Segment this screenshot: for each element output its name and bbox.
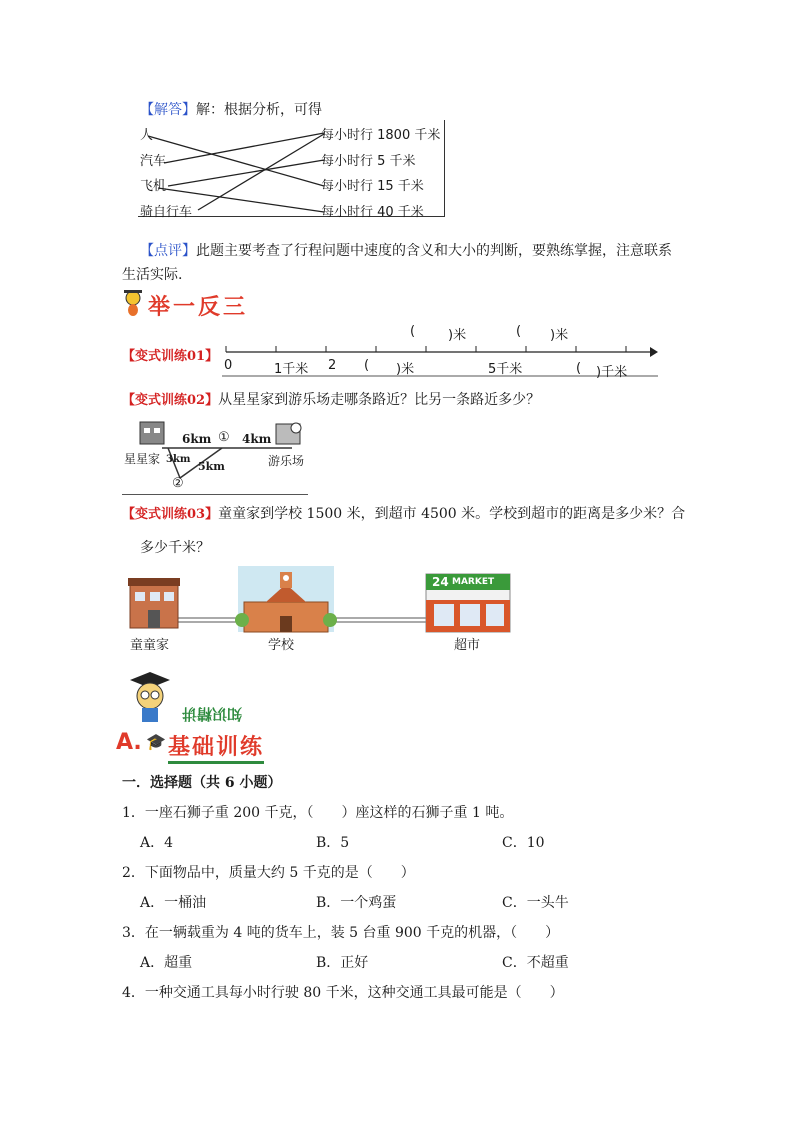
- ex3-line-1: [122, 503, 685, 523]
- nl-top-open-2: (: [516, 324, 522, 339]
- q2-option-c: C．一头牛: [502, 895, 569, 911]
- ex2-6km: 6km: [182, 432, 212, 446]
- q1-text: 1．一座石狮子重 200 千克，（ ）座这样的石狮子重 1 吨。: [122, 805, 514, 821]
- nl-blank2-open: (: [576, 361, 582, 376]
- left-item-1: 人: [140, 128, 154, 143]
- nl-top-close-1: )米: [448, 328, 467, 343]
- left-item-4: 骑自行车: [140, 205, 193, 220]
- nl-top-close-2: )米: [550, 328, 569, 343]
- q2-option-a: A．一桶油: [140, 895, 207, 911]
- mascot-scholar-icon: [120, 668, 180, 728]
- q3-text: 3．在一辆载重为 4 吨的货车上，装 5 台重 900 千克的机器，（ ）: [122, 925, 560, 941]
- left-item-2: 汽车: [140, 154, 167, 169]
- q1-option-b: B．5: [316, 835, 350, 851]
- nl-label-5km: 5千米: [488, 362, 523, 377]
- right-item-2: 每小时行 5 千米: [321, 154, 416, 169]
- ex2-3km: 3km: [166, 454, 191, 465]
- q2-text: 2．下面物品中，质量大约 5 千克的是（ ）: [122, 865, 415, 881]
- ex2-park-label: 游乐场: [268, 454, 305, 468]
- q3-option-b: B．正好: [316, 955, 369, 971]
- nl-blank-close: )米: [396, 362, 415, 377]
- nl-top-open-1: (: [410, 324, 416, 339]
- market-number: 24: [432, 575, 449, 589]
- matching-diagram: [138, 120, 445, 220]
- part-a-header: [116, 668, 286, 758]
- ex3-line-2: 多少千米？: [140, 540, 210, 556]
- q4-text: 4．一种交通工具每小时行驶 80 千米，这种交通工具最可能是（ ）: [122, 985, 564, 1001]
- part-a-letter: A.: [116, 730, 142, 755]
- q3-option-c: C．不超重: [502, 955, 569, 971]
- ex2-4km: 4km: [242, 432, 272, 446]
- comment-line-1: [140, 240, 672, 260]
- comment-line-2: 生活实际.: [122, 267, 183, 283]
- nl-label-0: 0: [224, 358, 233, 373]
- ex2-5km: 5km: [198, 460, 225, 473]
- answer-tag: 【解答】: [140, 102, 196, 118]
- ex3-market-label: 超市: [454, 638, 481, 653]
- right-item-1: 每小时行 1800 千米: [321, 128, 441, 143]
- part-a-title: 基础训练: [168, 730, 264, 764]
- ex3-home-label: 童童家: [130, 638, 170, 653]
- ex1-tag: 【变式训练01】: [122, 349, 219, 364]
- questions-heading: 一．选择题（共 6 小题）: [122, 775, 282, 791]
- nl-label-2: 2: [328, 358, 337, 373]
- right-item-4: 每小时行 40 千米: [321, 205, 424, 220]
- ex2-tag: 【变式训练02】: [122, 393, 219, 408]
- q2-option-b: B．一个鸡蛋: [316, 895, 397, 911]
- ex2-map: [122, 414, 308, 495]
- section-title: 举一反三: [148, 295, 249, 320]
- nl-label-1km: 1千米: [274, 362, 309, 377]
- market-sign: MARKET: [452, 577, 495, 587]
- nl-blank-open: (: [364, 358, 370, 373]
- right-item-3: 每小时行 15 千米: [321, 179, 424, 194]
- q1-option-c: C．10: [502, 835, 545, 851]
- ex3-school-label: 学校: [268, 638, 295, 653]
- ex2-text: 从星星家到游乐场走哪条路近？比另一条路近多少？: [218, 392, 541, 408]
- mascot-icon: [120, 288, 146, 318]
- knowledge-badge: 知识精讲: [182, 705, 243, 723]
- q1-option-a: A．4: [140, 835, 174, 851]
- q3-option-a: A．超重: [140, 955, 193, 971]
- ex2-point-1: ①: [218, 430, 230, 445]
- ex2-point-2: ②: [172, 476, 184, 491]
- answer-line: [140, 99, 322, 119]
- ex3-scene: [126, 566, 516, 654]
- ex2-home-label: 星星家: [124, 452, 161, 466]
- comment-text: 此题主要考查了行程问题中速度的含义和大小的判断，要熟练掌握，注意联系: [196, 243, 672, 259]
- ex3-tag: 【变式训练03】: [122, 507, 219, 522]
- comment-tag: 【点评】: [140, 243, 196, 259]
- nl-blank2-close: )千米: [596, 365, 628, 380]
- ex2-line: [122, 389, 540, 409]
- ex3-text: 童童家到学校 1500 米，到超市 4500 米。学校到超市的距离是多少米？合: [218, 506, 686, 522]
- small-mascot-icon: 🎓: [146, 732, 166, 751]
- left-item-3: 飞机: [140, 179, 167, 194]
- ex1-number-line: [222, 318, 662, 380]
- answer-text: 解：根据分析，可得: [196, 102, 322, 118]
